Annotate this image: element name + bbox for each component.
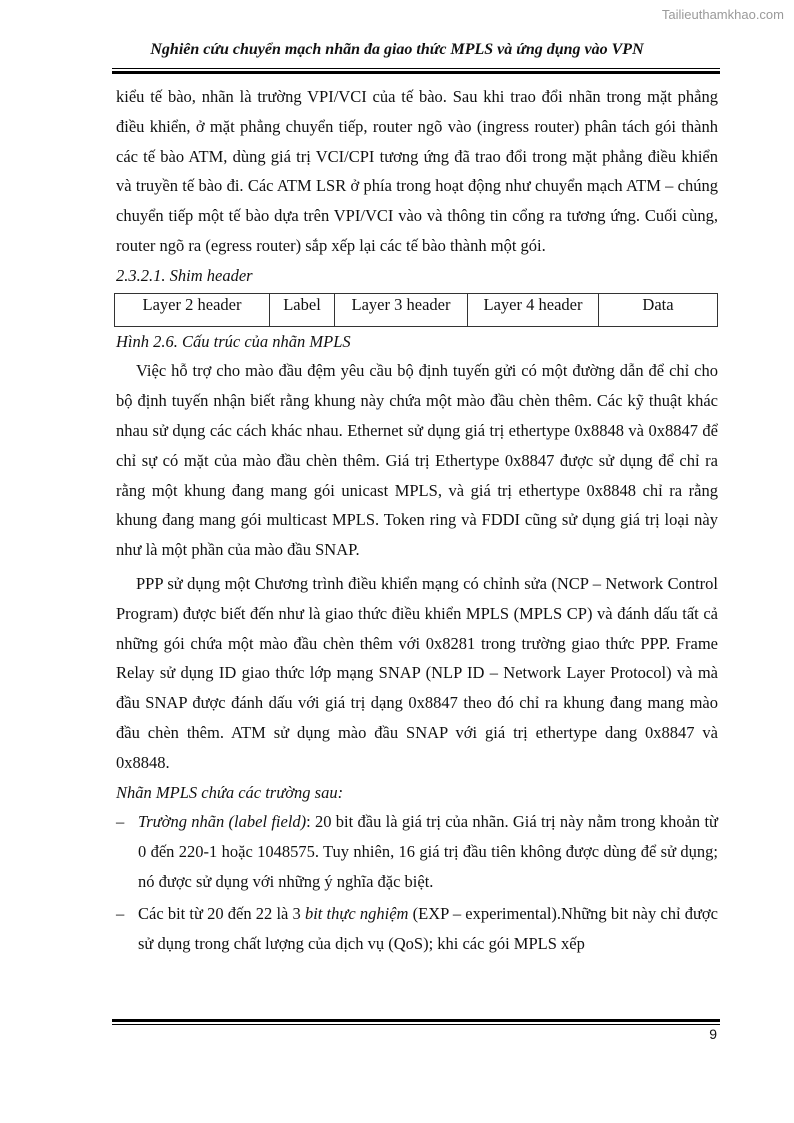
paragraph-cell-mode: kiểu tế bào, nhãn là trường VPI/VCI của tế bào. Sau khi trao đổi nhãn trong mặt phẳng điều khiển, ở mặt phẳng chuyển tiếp, router ngõ vào (ingress router) phân tách gói thành các tế bào ATM, dùng giá trị VCI/CPI tương ứng đã trao đổi trong mặt phẳng điều khiển và truyền tế bào đi. Các ATM LSR ở phía trong hoạt động như chuyển mạch ATM – chúng chuyển tiếp một tế bào dựa trên VPI/VCI vào và thông tin cổng ra tương ứng. Cuối cùng, router ngõ ra (egress router) sắp xếp lại các tế bào thành một gói. [116, 87, 718, 255]
cell-data: Data [599, 293, 718, 326]
page-body [116, 82, 718, 958]
header-rule-thick [112, 71, 720, 74]
cell-label: Label [270, 293, 335, 326]
page-number: 9 [709, 1026, 717, 1042]
cell-layer3-header: Layer 3 header [335, 293, 468, 326]
exp-bits-desc: (EXP – experimental).Những bit này chỉ được sử dụng trong chất lượng của dịch vụ (QoS); khi các gói MPLS xếp [138, 903, 718, 953]
figure-caption: Hình 2.6. Cấu trúc của nhãn MPLS [116, 331, 351, 351]
list-item-label-field [116, 807, 718, 896]
dash-bullet: – [116, 903, 125, 923]
label-field-term: Trường nhãn (label field) [138, 812, 307, 832]
paragraph-ppp: PPP sử dụng một Chương trình điều khiển mạng có chỉnh sửa (NCP – Network Control Program) được biết đến như là giao thức điều khiển MPLS (MPLS CP) và đánh dấu tất cả những gói chứa một mào đầu chèn thêm với 0x8281 trong trường giao thức PPP. Frame Relay sử dụng ID giao thức lớp mạng SNAP (NLP ID – Network Layer Protocol) và mà đầu SNAP được đánh dấu với giá trị dạng 0x8847 theo đó chỉ ra khung đang mang mào đầu chèn thêm. ATM sử dụng mào đầu SNAP với giá trị ethertype dang 0x8847 và 0x8848. [116, 573, 718, 772]
cell-layer2-header: Layer 2 header [115, 293, 270, 326]
footer-rule [112, 1024, 720, 1025]
cell-layer4-header: Layer 4 header [468, 293, 599, 326]
fields-list [116, 807, 718, 958]
header-rule [112, 68, 720, 69]
footer-rule-thick [112, 1019, 720, 1022]
list-item-exp-bits [116, 899, 718, 959]
paragraph-ethertype: Việc hỗ trợ cho mào đầu đệm yêu cầu bộ định tuyến gửi có một đường dẫn để chỉ cho bộ định tuyến nhận biết rằng khung này chứa một mào đầu chèn thêm. Các kỹ thuật khác nhau sử dụng các cách khác nhau. Ethernet sử dụng giá trị ethertype 0x8848 và 0x8847 để chỉ sự có mặt của mào đầu chèn thêm. Giá trị Ethertype 0x8847 được sử dụng để chỉ ra rằng một khung đang mang gói unicast MPLS, và giá trị ethertype 0x8848 chỉ ra rằng khung đang mang gói multicast MPLS. Token ring và FDDI cũng sử dụng giá trị loại này như là một phần của mào đầu SNAP. [116, 361, 718, 560]
section-heading: 2.3.2.1. Shim header [116, 265, 253, 285]
dash-bullet: – [116, 812, 125, 832]
fields-heading: Nhãn MPLS chứa các trường sau: [116, 782, 344, 802]
label-field-desc: : 20 bit đầu là giá trị của nhãn. Giá trị này nằm trong khoản từ 0 đến 220-1 hoặc 1048575. Tuy nhiên, 16 giá trị đầu tiên không được dùng để sử dụng; nó được sử dụng với những ý nghĩa đặc biệt. [138, 812, 718, 891]
running-header: Nghiên cứu chuyển mạch nhãn đa giao thức MPLS và ứng dụng vào VPN [150, 41, 644, 58]
watermark: Tailieuthamkhao.com [661, 7, 784, 22]
shim-header-table [114, 293, 718, 327]
exp-bits-term: bit thực nghiệm [304, 903, 409, 923]
exp-bits-lead: Các bit từ 20 đến 22 là 3 [138, 903, 305, 923]
